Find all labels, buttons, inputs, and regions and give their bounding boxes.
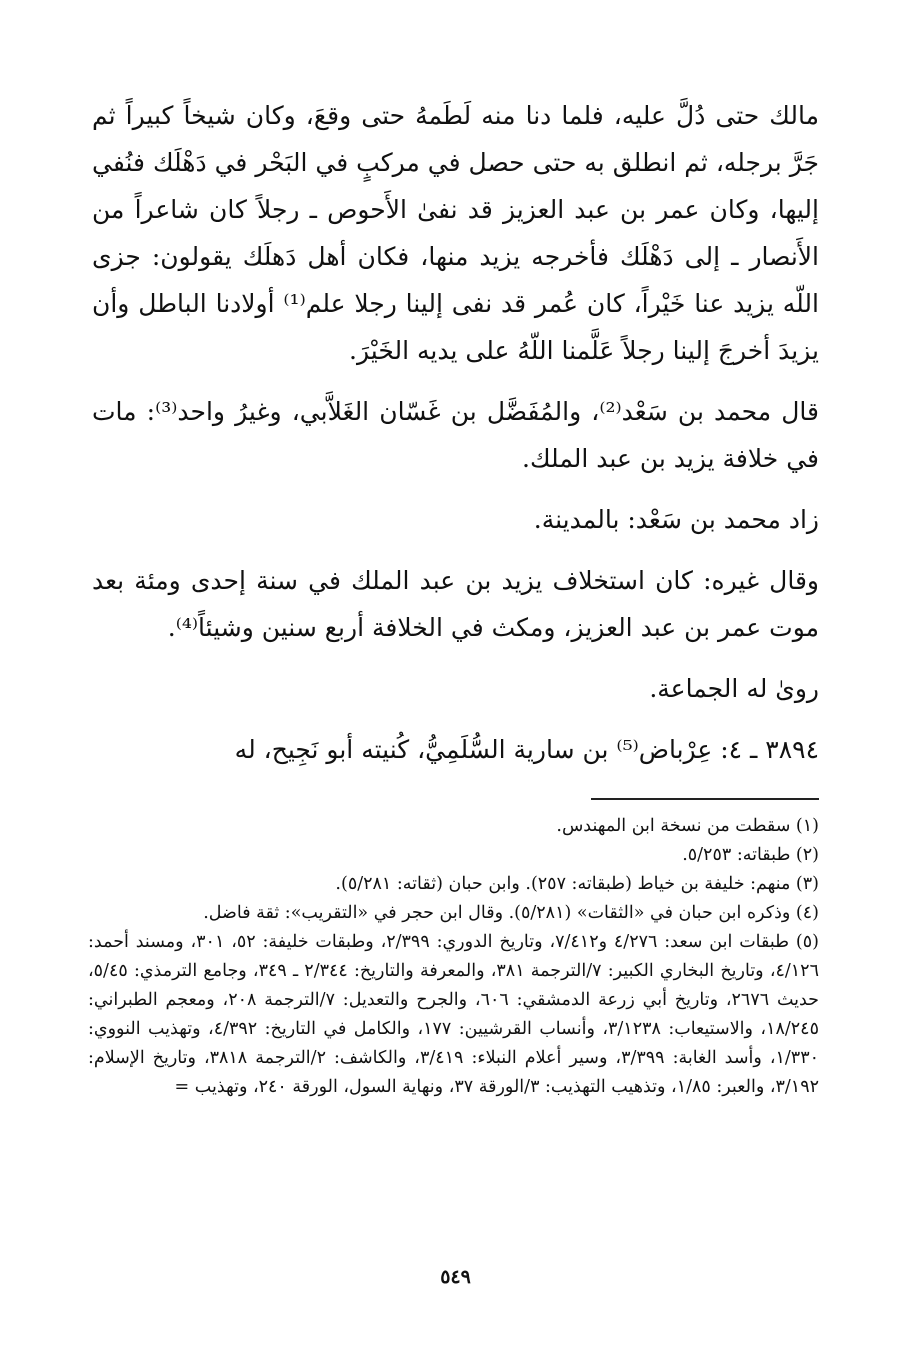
paragraph-3: زاد محمد بن سَعْد: بالمدينة. [533, 505, 819, 534]
paragraph-6-biography-entry: ٣٨٩٤ ـ ٤: عِرْباض⁽⁵⁾ بن سارية السُّلَمِيُّ، كُنيته أبو نَجِيح، له [234, 735, 819, 764]
paragraph-1: مالك حتى دُلَّ عليه، فلما دنا منه لَطَمهُ حتى وقعَ، وكان شيخاً كبيراً ثم جَرَّ برجله، ثم انطلق به حتى حصل في مركبٍ في البَحْر في دَهْلَك فنُفي إليها، وكان عمر بن عبد العزيز قد نفىٰ الأَحوص ـ رجلاً كان شاعراً من الأَنصار ـ إلى دَهْلَك فأخرجه يزيد منها، فكان أهل دَهلَك يقولون: جزى اللّه يزيد عنا خَيْراً، كان عُمر قد نفى إلينا رجلا علم⁽¹⁾ أولادنا الباطل وأن يزيدَ أخرجَ إلينا رجلاً عَلَّمنا اللّهُ على يديه الخَيْرَ. [92, 101, 819, 365]
main-text [92, 92, 819, 787]
footnote-1: (١) سقطت من نسخة ابن المهندس. [556, 816, 819, 836]
paragraph-5: رویٰ له الجماعة. [649, 674, 819, 703]
paragraph-2: قال محمد بن سَعْد⁽²⁾، والمُفَضَّل بن غَسّان الغَلاَّبي، وغيرُ واحد⁽³⁾: مات في خلافة يزيد بن عبد الملك. [92, 397, 819, 473]
footnote-2: (٢) طبقاته: ٥/٢٥٣. [682, 845, 819, 865]
paragraph-4: وقال غيره: كان استخلاف يزيد بن عبد الملك في سنة إحدى ومئة بعد موت عمر بن عبد العزيز، ومكث في الخلافة أربع سنين وشيئاً⁽⁴⁾. [92, 566, 819, 642]
footnotes [88, 812, 819, 1102]
page-number: ٥٤٩ [440, 1266, 471, 1288]
footnote-3: (٣) منهم: خليفة بن خياط (طبقاته: ٢٥٧). وابن حبان (ثقاته: ٥/٢٨١). [335, 874, 819, 894]
footnote-5: (٥) طبقات ابن سعد: ٤/٢٧٦ و٧/٤١٢، وتاريخ الدوري: ٢/٣٩٩، وطبقات خليفة: ٥٢، ٣٠١، ومسند أحمد: ٤/١٢٦، وتاريخ البخاري الكبير: ٧/الترجمة ٣٨١، والمعرفة والتاريخ: ٢/٣٤٤ ـ ٣٤٩، وجامع الترمذي: ٥/٤٥، حديث ٢٦٧٦، وتاريخ أبي زرعة الدمشقي: ٦٠٦، والجرح والتعديل: ٧/الترجمة ٢٠٨، ومعجم الطبراني: ١٨/٢٤٥، والاستيعاب: ٣/١٢٣٨، وأنساب القرشيين: ١٧٧، والكامل في التاريخ: ٤/٣٩٢، وتهذيب النووي: ١/٣٣٠، وأسد الغابة: ٣/٣٩٩، وسير أعلام النبلاء: ٣/٤١٩، والكاشف: ٢/الترجمة ٣٨١٨، وتاريخ الإسلام: ٣/١٩٢، والعبر: ١/٨٥، وتذهيب التهذيب: ٣/الورقة ٣٧، ونهاية السول، الورقة ٢٤٠، وتهذيب = [88, 932, 819, 1097]
footnote-4: (٤) وذكره ابن حبان في «الثقات» (٥/٢٨١). وقال ابن حجر في «التقريب»: ثقة فاضل. [203, 903, 819, 923]
footnote-separator [591, 798, 819, 800]
